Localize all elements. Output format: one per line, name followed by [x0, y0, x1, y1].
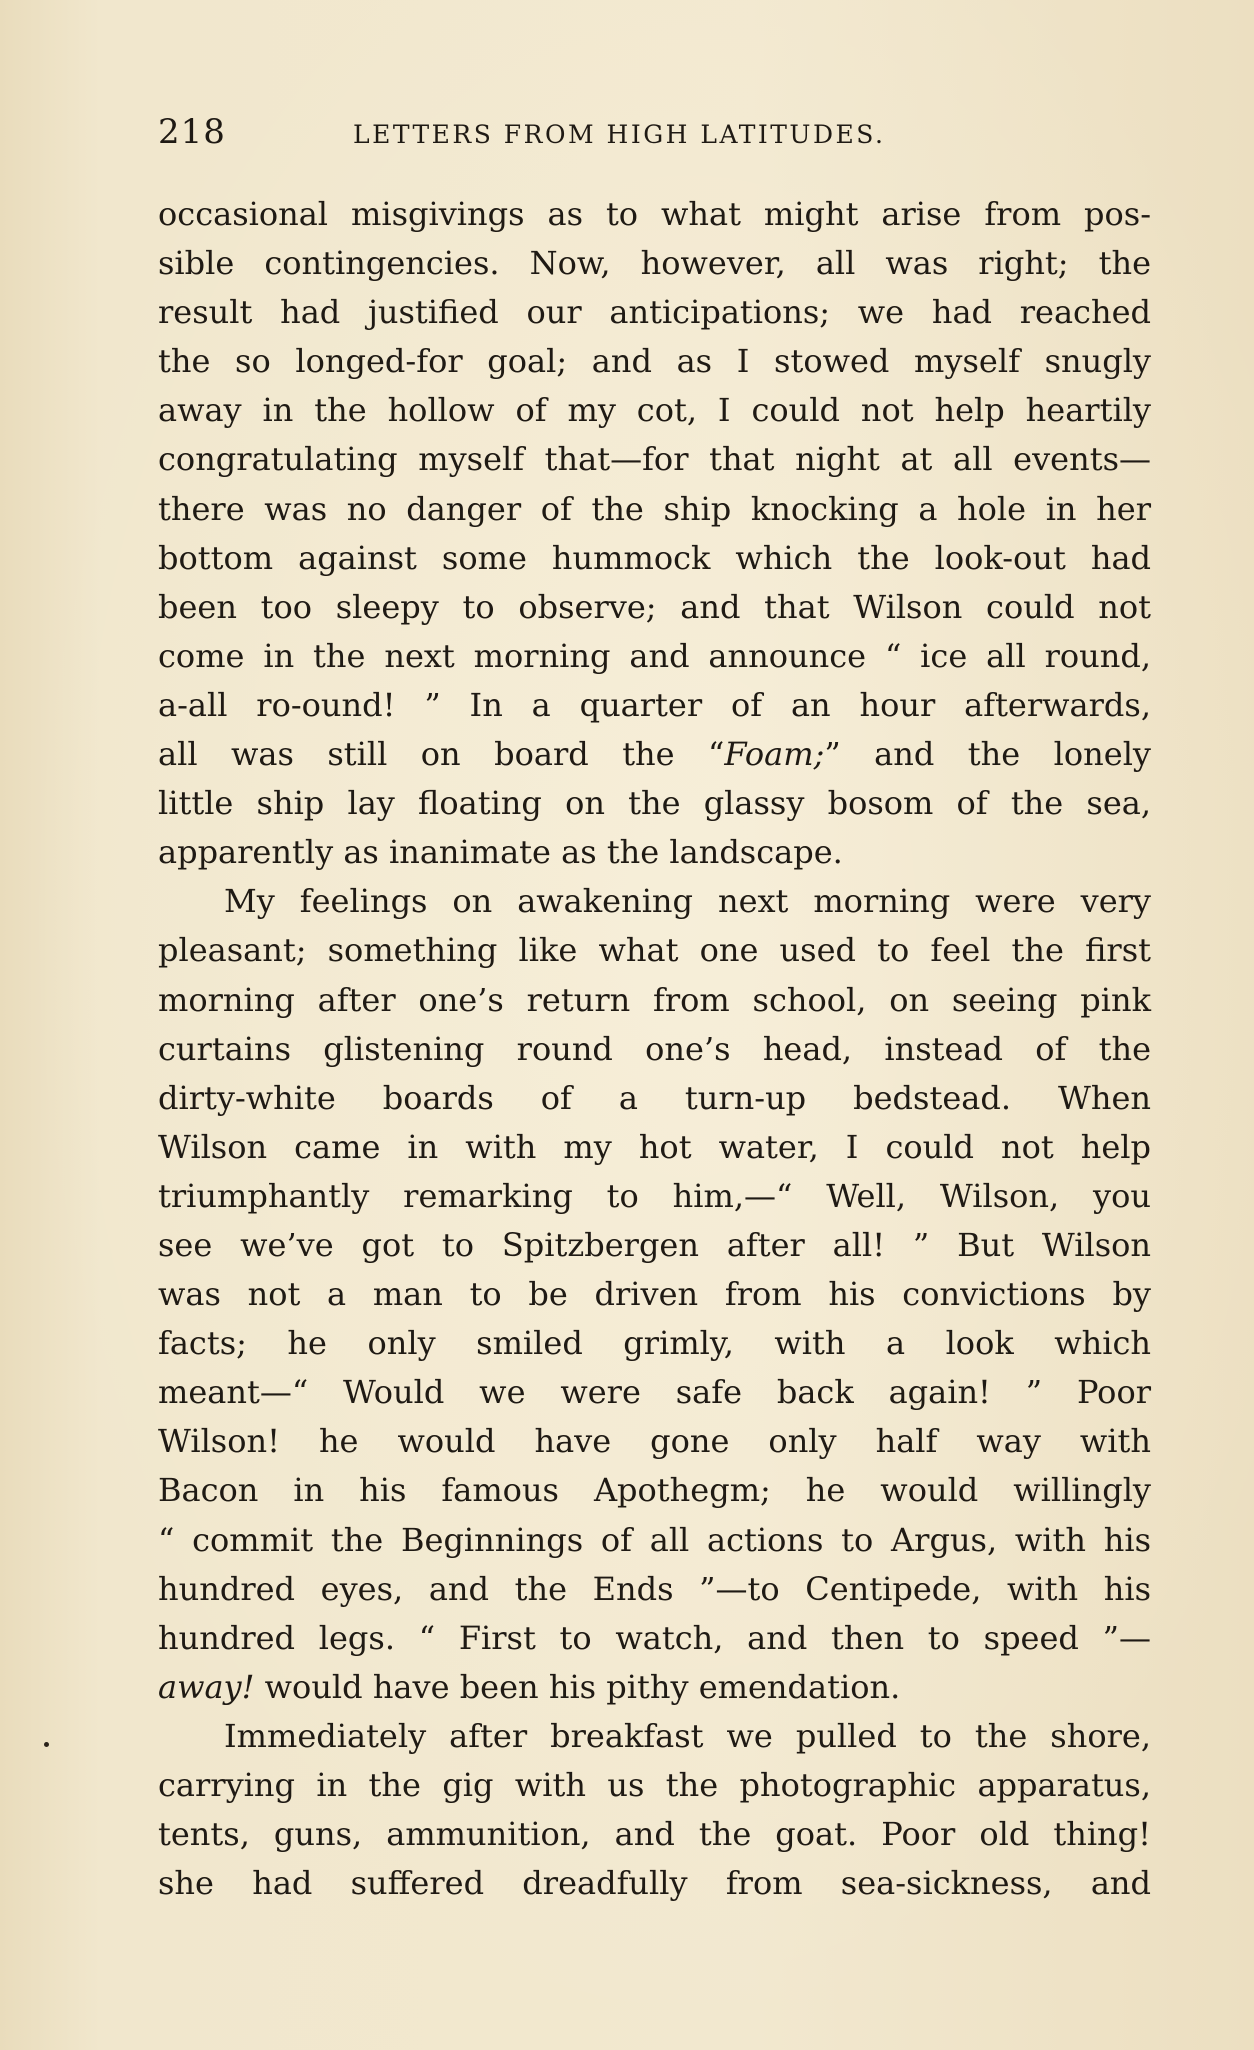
text-line: facts; he only smiled grimly, with a look which: [158, 1324, 1151, 1363]
text-line: away in the hollow of my cot, I could not help heartily: [158, 391, 1151, 430]
text-segment: would have been his pithy emendation.: [254, 1667, 901, 1706]
text-line: hundred eyes, and the Ends ”—to Centipede, with his: [158, 1569, 1151, 1608]
text-line: there was no danger of the ship knocking a hole in her: [158, 489, 1151, 528]
text-line: hundred legs. “ First to watch, and then to speed ”—: [158, 1618, 1151, 1657]
text-line: pleasant; something like what one used to feel the first: [158, 931, 1151, 970]
text-line: morning after one’s return from school, on seeing pink: [158, 980, 1151, 1019]
text-line: Wilson came in with my hot water, I could not help: [158, 1127, 1151, 1166]
running-head: LETTERS FROM HIGH LATITUDES.: [353, 120, 886, 149]
text-line: little ship lay floating on the glassy bosom of the sea,: [158, 784, 1151, 823]
emphasis-away: away!: [158, 1667, 255, 1706]
paragraph-first-line: My feelings on awakening next morning were very: [224, 882, 1151, 921]
text-line: been too sleepy to observe; and that Wilson could not: [158, 587, 1151, 626]
text-line: a-all ro-ound! ” In a quarter of an hour afterwards,: [158, 685, 1151, 724]
page-number: 218: [158, 112, 226, 152]
text-segment: all was still on board the “: [158, 735, 725, 774]
body-text: [158, 190, 1151, 1908]
text-line: apparently as inanimate as the landscape.: [158, 833, 843, 872]
text-line: [158, 730, 1151, 779]
text-line: congratulating myself that—for that night at all events—: [158, 440, 1151, 479]
text-line: bottom against some hummock which the look-out had: [158, 538, 1151, 577]
paragraph-first-line: Immediately after breakfast we pulled to the shore,: [224, 1716, 1151, 1755]
text-line: curtains glistening round one’s head, instead of the: [158, 1029, 1151, 1068]
text-line: sible contingencies. Now, however, all was right; the: [158, 244, 1151, 283]
text-line: “ commit the Beginnings of all actions to Argus, with his: [158, 1520, 1151, 1559]
text-line: come in the next morning and announce “ ice all round,: [158, 636, 1151, 675]
text-line: the so longed-for goal; and as I stowed myself snugly: [158, 342, 1151, 381]
text-line: occasional misgivings as to what might arise from pos-: [158, 195, 1151, 233]
text-line: see we’ve got to Spitzbergen after all! ” But Wilson: [158, 1225, 1151, 1264]
text-line: she had suffered dreadfully from sea-sickness, and: [158, 1864, 1151, 1903]
text-line: tents, guns, ammunition, and the goat. Poor old thing!: [158, 1815, 1151, 1854]
page-header: [158, 112, 1158, 162]
text-line: carrying in the gig with us the photographic apparatus,: [158, 1766, 1151, 1804]
text-line: dirty-white boards of a turn-up bedstead. When: [158, 1078, 1151, 1117]
text-line: [158, 1663, 1151, 1712]
text-segment: ” and the lonely: [824, 735, 1152, 774]
text-line: triumphantly remarking to him,—“ Well, Wilson, you: [158, 1176, 1151, 1215]
text-line: meant—“ Would we were safe back again! ” Poor: [158, 1373, 1151, 1412]
text-line: Wilson! he would have gone only half way with: [158, 1422, 1151, 1461]
ship-name-foam: Foam;: [724, 735, 825, 774]
text-line: result had justified our anticipations; we had reached: [158, 293, 1151, 332]
margin-mark: [44, 1742, 49, 1747]
text-line: was not a man to be driven from his convictions by: [158, 1275, 1151, 1314]
text-line: Bacon in his famous Apothegm; he would willingly: [158, 1471, 1151, 1510]
